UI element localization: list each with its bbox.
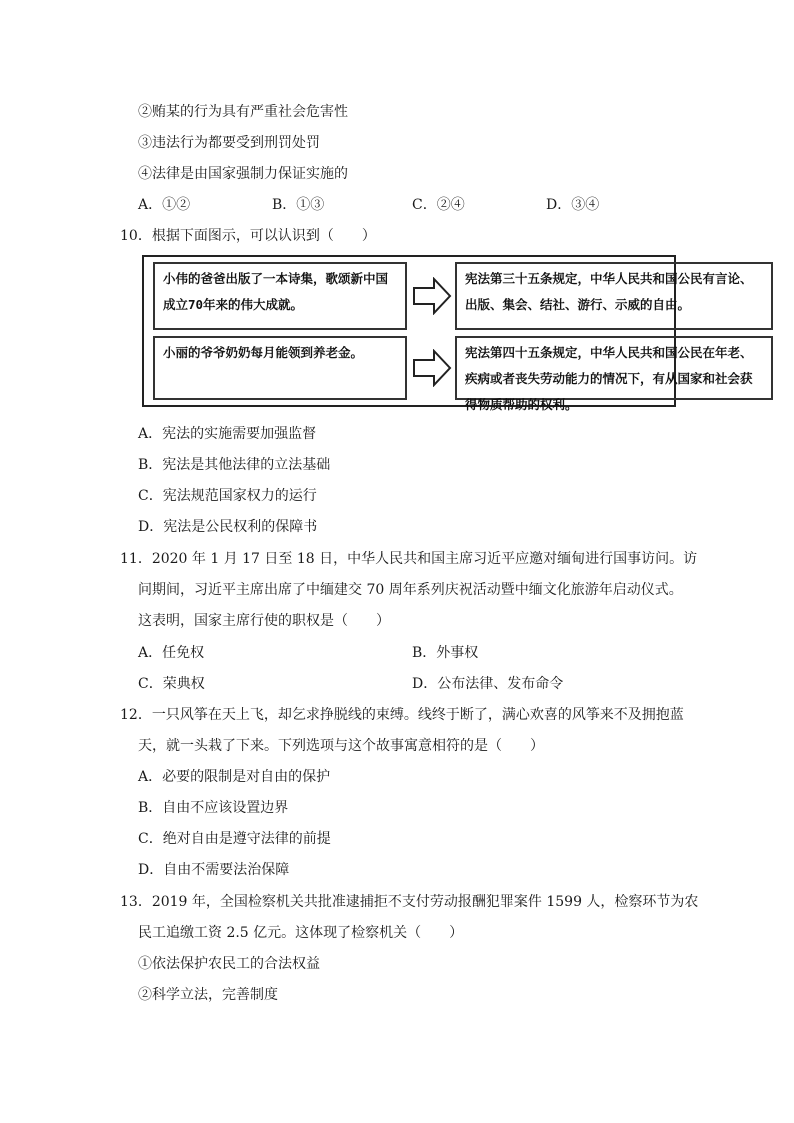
figure-left-box-2: 小丽的爷爷奶奶每月能领到养老金。 [153, 336, 407, 400]
figure-right-box-1: 宪法第三十五条规定，中华人民共和国公民有言论、出版、集会、结社、游行、示威的自由。 [455, 262, 773, 330]
q12-option-d: D．自由不需要法治保障 [138, 862, 290, 878]
q11-option-a: A．任免权 [138, 645, 205, 661]
q12-stem-line-1: 12．一只风筝在天上飞，却乞求挣脱线的束缚。线终于断了，满心欢喜的风筝来不及拥抱蓝 [120, 707, 684, 723]
prev-item-4: ④法律是由国家强制力保证实施的 [138, 166, 348, 182]
prev-option-c: C．②④ [412, 197, 465, 213]
figure-arrow-2 [412, 349, 452, 387]
prev-item-3: ③违法行为都要受到刑罚处罚 [138, 135, 320, 151]
q10-option-a: A．宪法的实施需要加强监督 [138, 426, 317, 442]
q13-item-1: ①依法保护农民工的合法权益 [138, 956, 320, 972]
q11-stem-line-3: 这表明，国家主席行使的职权是（ ） [138, 613, 390, 629]
q11-stem-line-1: 11．2020 年 1 月 17 日至 18 日，中华人民共和国主席习近平应邀对缅甸进行国事访问。访 [120, 551, 698, 567]
q12-option-a: A．必要的限制是对自由的保护 [138, 769, 331, 785]
figure-left-box-1: 小伟的爸爸出版了一本诗集，歌颂新中国成立70年来的伟大成就。 [153, 262, 407, 330]
figure-arrow-1 [412, 277, 452, 315]
q11-option-d: D．公布法律、发布命令 [412, 676, 564, 692]
prev-item-2: ②贿某的行为具有严重社会危害性 [138, 104, 348, 120]
q13-stem-line-2: 民工追缴工资 2.5 亿元。这体现了检察机关（ ） [138, 925, 464, 941]
q10-figure [142, 255, 753, 412]
prev-option-d: D．③④ [546, 197, 600, 213]
q12-stem-line-2: 天，就一头栽了下来。下列选项与这个故事寓意相符的是（ ） [138, 738, 544, 754]
q11-option-b: B．外事权 [412, 645, 479, 661]
q10-stem: 10．根据下面图示，可以认识到（ ） [120, 228, 376, 244]
prev-option-a: A．①② [138, 197, 191, 213]
q12-option-b: B．自由不应该设置边界 [138, 800, 289, 816]
q12-option-c: C．绝对自由是遵守法律的前提 [138, 831, 331, 847]
q10-option-b: B．宪法是其他法律的立法基础 [138, 457, 331, 473]
q13-item-2: ②科学立法，完善制度 [138, 987, 278, 1003]
prev-option-b: B．①③ [272, 197, 325, 213]
q13-stem-line-1: 13．2019 年，全国检察机关共批准逮捕拒不支付劳动报酬犯罪案件 1599 人，检察环节为农 [120, 894, 699, 910]
q11-stem-line-2: 问期间，习近平主席出席了中缅建交 70 周年系列庆祝活动暨中缅文化旅游年启动仪式。 [138, 582, 683, 598]
figure-right-box-2: 宪法第四十五条规定，中华人民共和国公民在年老、疾病或者丧失劳动能力的情况下，有从国家和社会获得物质帮助的权利。 [455, 336, 773, 400]
q10-option-d: D．宪法是公民权利的保障书 [138, 519, 318, 535]
q10-option-c: C．宪法规范国家权力的运行 [138, 488, 317, 504]
q11-option-c: C．荣典权 [138, 676, 205, 692]
